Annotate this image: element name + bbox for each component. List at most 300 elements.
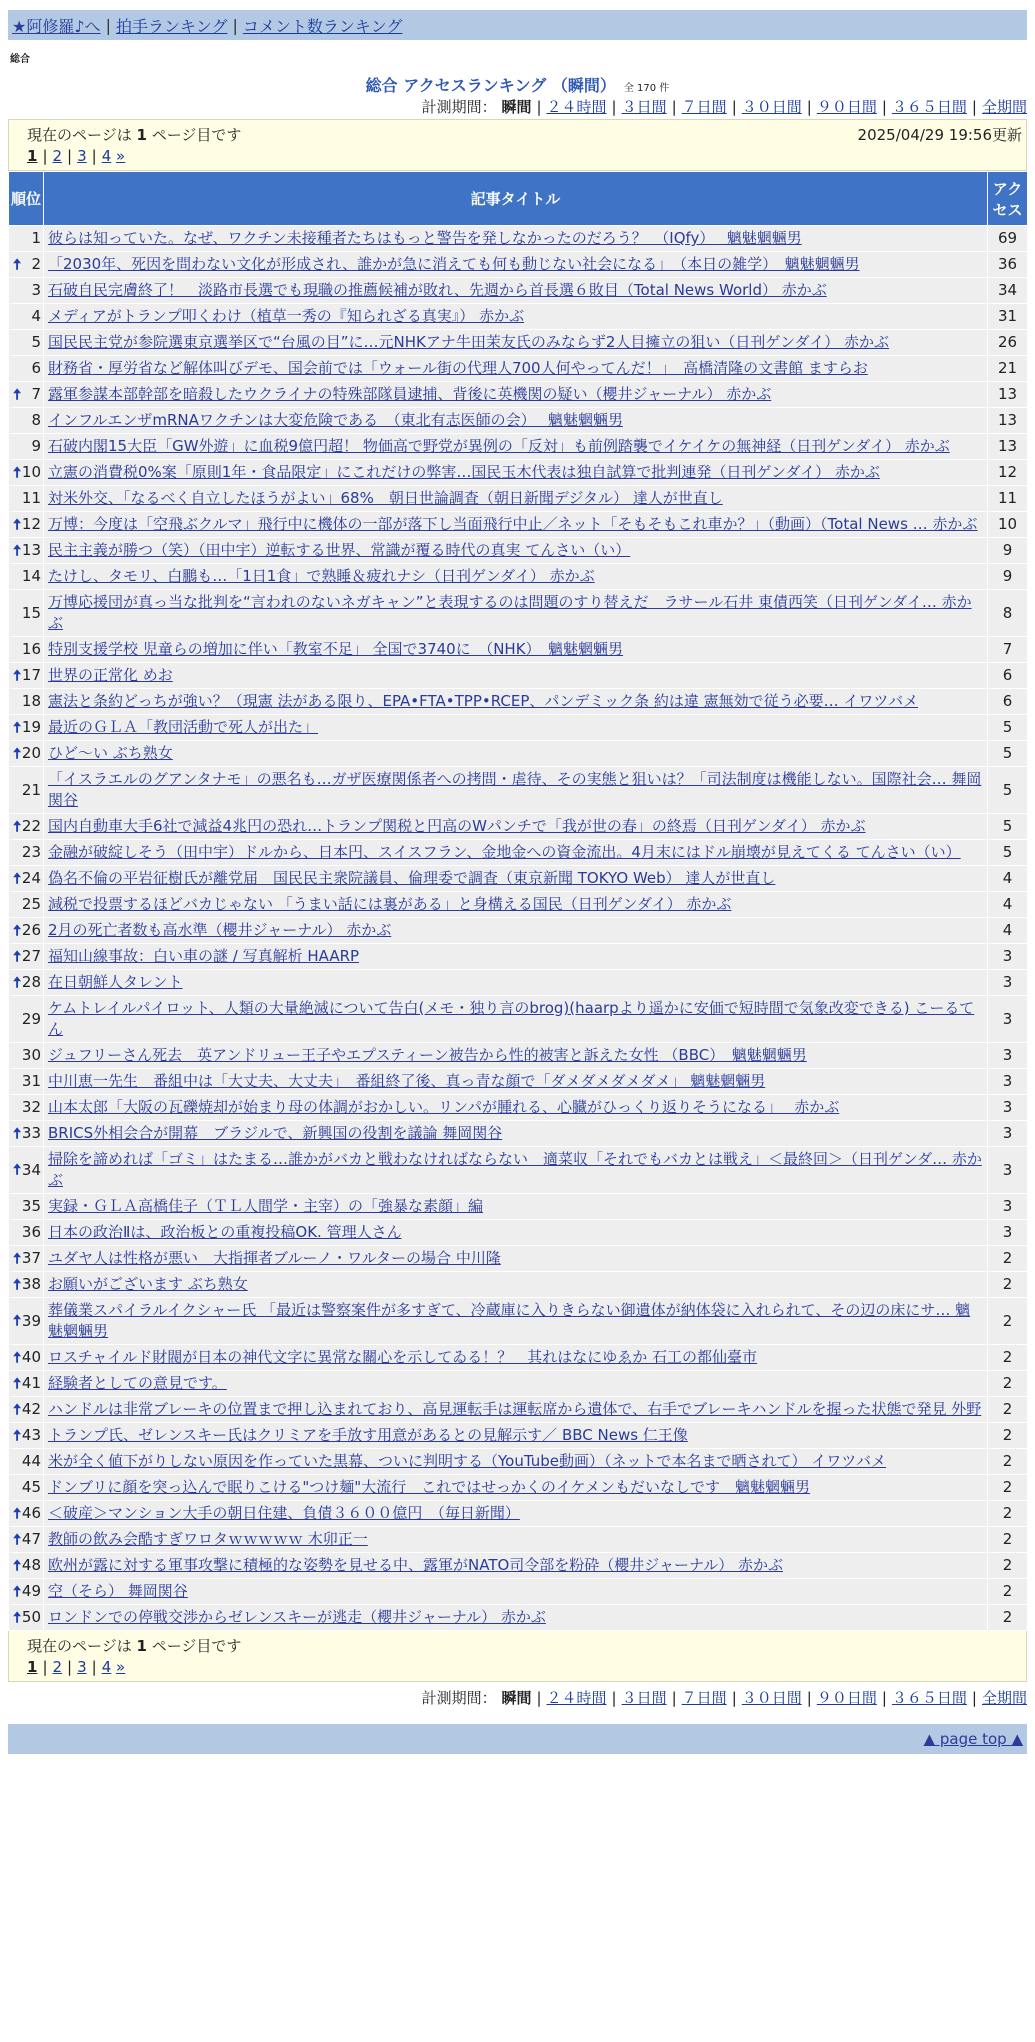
home-link[interactable]: ★阿修羅♪へ <box>12 16 101 36</box>
period-option-link[interactable]: ２４時間 <box>546 1689 607 1707</box>
article-title-link[interactable]: インフルエンザmRNAワクチンは大変危険である （東北有志医師の会） 魑魅魍魎男 <box>48 411 623 429</box>
table-row <box>9 689 1028 715</box>
rank-number: 10 <box>21 463 41 481</box>
period-option-link[interactable]: ９０日間 <box>816 1689 877 1707</box>
table-row <box>9 356 1028 382</box>
title-cell <box>44 486 988 512</box>
rank-number: 29 <box>21 1009 41 1028</box>
page-link[interactable]: 1 <box>27 147 38 165</box>
table-row <box>9 715 1028 741</box>
period-option-link[interactable]: 全期間 <box>981 1689 1027 1707</box>
period-option-link[interactable]: ９０日間 <box>816 98 877 116</box>
title-cell <box>44 304 988 330</box>
access-count: 9 <box>988 564 1028 590</box>
title-cell <box>44 1069 988 1095</box>
rank-number: 24 <box>21 869 41 887</box>
article-title-link[interactable]: 空（そら） 舞岡関谷 <box>48 1582 188 1600</box>
article-title-link[interactable]: 経験者としての意見です。 <box>48 1374 227 1392</box>
article-title-link[interactable]: ジュフリーさん死去 英アンドリュー王子やエプスティーン被告から性的被害と訴えた女性 （BBC） 魑魅魍魎男 <box>48 1046 807 1064</box>
rank-cell <box>9 382 44 408</box>
title-cell <box>44 538 988 564</box>
page-separator: | <box>42 1658 48 1676</box>
access-count: 3 <box>988 1043 1028 1069</box>
access-count: 13 <box>988 382 1028 408</box>
article-title-link[interactable]: 金融が破綻しそう（田中宇）ドルから、日本円、スイスフラン、金地金への資金流出。4月末にはドル崩壊が見えてくる てんさい（い） <box>48 843 961 861</box>
rank-cell <box>9 970 44 996</box>
up-arrow-icon: 🠅 <box>13 1556 22 1574</box>
access-count: 13 <box>988 434 1028 460</box>
up-arrow-icon: 🠅 <box>13 666 22 684</box>
access-count: 3 <box>988 944 1028 970</box>
table-row <box>9 944 1028 970</box>
article-title-link[interactable]: 石破自民完膚終了！ 淡路市長選でも現職の推薦候補が敗れ、先週から首長選６敗目（Total News World） 赤かぶ <box>48 281 827 299</box>
page-title: 総合 アクセスランキング （瞬間） <box>365 76 616 95</box>
page-link[interactable]: 1 <box>27 1658 38 1676</box>
article-title-link[interactable]: BRICS外相会合が開幕 ブラジルで、新興国の役割を議論 舞岡関谷 <box>48 1124 503 1142</box>
table-row <box>9 1220 1028 1246</box>
article-title-link[interactable]: お願いがございます ぶち熟女 <box>48 1275 248 1293</box>
article-title-link[interactable]: 国内自動車大手6社で減益4兆円の恐れ…トランプ関税と円高のWパンチで「我が世の春」の終焉（日刊ゲンダイ） 赤かぶ <box>48 817 866 835</box>
article-title-link[interactable]: ドンブリに顔を突っ込んで眠りこける"つけ麺"大流行 これではせっかくのイケメンもだいなしです 魑魅魍魎男 <box>48 1478 811 1496</box>
access-count: 3 <box>988 970 1028 996</box>
rank-cell <box>9 1043 44 1069</box>
article-title-link[interactable]: 日本の政治Ⅱは、政治板との重複投稿OK. 管理人さん <box>48 1223 402 1241</box>
title-cell <box>44 996 988 1043</box>
pagination-bottom <box>27 1658 125 1676</box>
next-page-link[interactable]: » <box>116 1658 126 1676</box>
table-row <box>9 278 1028 304</box>
table-row <box>9 486 1028 512</box>
rank-cell <box>9 1298 44 1345</box>
access-count: 2 <box>988 1371 1028 1397</box>
table-row <box>9 767 1028 814</box>
pagination-top <box>27 147 125 165</box>
rank-number: 20 <box>21 744 41 762</box>
title-cell <box>44 1371 988 1397</box>
access-count: 2 <box>988 1423 1028 1449</box>
title-cell <box>44 637 988 663</box>
article-title-link[interactable]: ユダヤ人は性格が悪い＿大指揮者ブルーノ・ワルターの場合 中川隆 <box>48 1249 501 1267</box>
title-cell <box>44 330 988 356</box>
rank-number: 47 <box>21 1530 41 1548</box>
page-link[interactable]: 4 <box>101 1658 112 1676</box>
article-title-link[interactable]: 偽名不倫の平岩征樹氏が離党届 国民民主衆院議員、倫理委で調査（東京新聞 TOKYO Web） 達人が世直し <box>48 869 776 887</box>
rank-cell <box>9 1371 44 1397</box>
article-title-link[interactable]: たけし、タモリ、白鵬も…「1日1食」で熟睡＆疲れナシ（日刊ゲンダイ） 赤かぶ <box>48 567 595 585</box>
table-row <box>9 663 1028 689</box>
period-separator: | <box>881 98 887 116</box>
title-cell <box>44 252 988 278</box>
access-count: 5 <box>988 840 1028 866</box>
access-count: 2 <box>988 1501 1028 1527</box>
title-cell <box>44 1345 988 1371</box>
rank-number: 5 <box>31 333 41 351</box>
table-row <box>9 590 1028 637</box>
table-row <box>9 840 1028 866</box>
current-page-text-bottom: 現在のページは 1 ページ目です <box>27 1637 242 1655</box>
article-title-link[interactable]: 実録・ＧＬＡ高橋佳子（ＴＬ人間学・主宰）の「強暴な素顔」編 <box>48 1197 484 1215</box>
title-cell <box>44 1246 988 1272</box>
up-arrow-icon: 🠅 <box>13 1275 22 1293</box>
access-count: 3 <box>988 1121 1028 1147</box>
table-row <box>9 1069 1028 1095</box>
access-count: 8 <box>988 590 1028 637</box>
rank-number: 21 <box>21 780 41 799</box>
rank-number: 2 <box>31 255 41 273</box>
title-cell <box>44 1121 988 1147</box>
access-count: 2 <box>988 1272 1028 1298</box>
up-arrow-icon: 🠅 <box>13 1374 22 1392</box>
rank-cell <box>9 434 44 460</box>
rank-cell <box>9 767 44 814</box>
rank-cell <box>9 1397 44 1423</box>
period-option-link[interactable]: ３日間 <box>621 1689 667 1707</box>
article-title-link[interactable]: ロンドンでの停戦交渉からゼレンスキーが逃走（櫻井ジャーナル） 赤かぶ <box>48 1608 546 1626</box>
access-count: 5 <box>988 741 1028 767</box>
rank-number: 50 <box>21 1608 41 1626</box>
period-separator: | <box>671 98 677 116</box>
article-title-link[interactable]: ハンドルは非常ブレーキの位置まで押し込まれており、高見運転手は運転席から遺体で、右手でブレーキハンドルを握った状態で発見 外野 <box>48 1400 982 1418</box>
period-separator: | <box>971 98 977 116</box>
access-count: 2 <box>988 1397 1028 1423</box>
rank-cell <box>9 840 44 866</box>
clap-ranking-link[interactable]: 拍手ランキング <box>115 16 228 36</box>
title-cell <box>44 1095 988 1121</box>
access-count: 6 <box>988 663 1028 689</box>
article-title-link[interactable]: 欧州が露に対する軍事攻撃に積極的な姿勢を見せる中、露軍がNATO司令部を粉砕（櫻井ジャーナル） 赤かぶ <box>48 1556 784 1574</box>
period-option-link[interactable]: ３０日間 <box>741 1689 802 1707</box>
table-row <box>9 970 1028 996</box>
article-title-link[interactable]: 葬儀業スパイラルイクシャー氏 「最近は警察案件が多すぎて、冷蔵庫に入りきらない御遺体が納体袋に入れられて、その辺の床にサ… 魑魅魍魎男 <box>48 1301 971 1340</box>
rank-cell <box>9 1220 44 1246</box>
rank-number: 37 <box>21 1249 41 1267</box>
title-cell <box>44 278 988 304</box>
rank-number: 4 <box>31 307 41 325</box>
rank-number: 42 <box>21 1400 41 1418</box>
access-count: 9 <box>988 538 1028 564</box>
article-title-link[interactable]: 2月の死亡者数も高水準（櫻井ジャーナル） 赤かぶ <box>48 921 392 939</box>
article-title-link[interactable]: ＜破産＞マンション大手の朝日住建、負債３６００億円 （毎日新聞） <box>48 1504 520 1522</box>
rank-number: 9 <box>31 437 41 455</box>
article-title-link[interactable]: ロスチャイルド財閥が日本の神代文字に異常な關心を示してゐる！？ 其れはなにゆゑか 石工の都仙臺市 <box>48 1348 758 1366</box>
rank-number: 27 <box>21 947 41 965</box>
access-count: 4 <box>988 892 1028 918</box>
up-arrow-icon: 🠅 <box>13 1426 22 1444</box>
title-cell <box>44 512 988 538</box>
article-title-link[interactable]: ひど〜い ぶち熟女 <box>48 744 173 762</box>
rank-number: 8 <box>31 411 41 429</box>
table-row <box>9 564 1028 590</box>
access-count: 2 <box>988 1345 1028 1371</box>
period-separator: | <box>536 98 542 116</box>
table-row <box>9 892 1028 918</box>
rank-number: 36 <box>21 1223 41 1241</box>
table-row <box>9 1579 1028 1605</box>
table-row <box>9 1043 1028 1069</box>
page-info-top <box>8 119 1027 171</box>
col-header-rank: 順位 <box>9 172 44 226</box>
comment-ranking-link[interactable]: コメント数ランキング <box>242 16 403 36</box>
period-separator: | <box>806 1689 812 1707</box>
rank-cell <box>9 814 44 840</box>
rank-cell <box>9 866 44 892</box>
article-title-link[interactable]: 民主主義が勝つ（笑）（田中宇）逆転する世界、常識が覆る時代の真実 てんさい（い） <box>48 541 631 559</box>
title-cell <box>44 970 988 996</box>
article-title-link[interactable]: 米が全く値下がりしない原因を作っていた黒幕、ついに判明する（YouTube動画）（ネットで本名まで晒されて） イワツバメ <box>48 1452 886 1470</box>
article-title-link[interactable]: 最近のＧＬＡ「教団活動で死人が出た」 <box>48 718 319 736</box>
page-link[interactable]: 2 <box>52 147 63 165</box>
rank-number: 32 <box>21 1098 41 1116</box>
rank-number: 31 <box>21 1072 41 1090</box>
article-title-link[interactable]: 露軍参謀本部幹部を暗殺したウクライナの特殊部隊員逮捕、背後に英機関の疑い（櫻井ジャーナル） 赤かぶ <box>48 385 772 403</box>
rank-cell <box>9 1147 44 1194</box>
up-arrow-icon: 🠅 <box>13 1504 22 1522</box>
rank-cell <box>9 918 44 944</box>
period-option-link[interactable]: ３日間 <box>621 98 667 116</box>
article-title-link[interactable]: 万博応援団が真っ当な批判を“言われのないネガキャン”と表現するのは問題のすり替えだ ラサール石井 東債西笑（日刊ゲンダイ… 赤かぶ <box>48 593 972 632</box>
page-separator: | <box>67 1658 73 1676</box>
col-header-access: アクセス <box>988 172 1028 226</box>
table-row <box>9 1147 1028 1194</box>
page-link[interactable]: 2 <box>52 1658 63 1676</box>
article-title-link[interactable]: ケムトレイルパイロット、人類の大量絶滅について告白(メモ・独り言のbrog)(haarpより遥かに安価で短時間で気象改変できる) こーるてん <box>48 999 975 1038</box>
rank-cell <box>9 512 44 538</box>
article-title-link[interactable]: 福知山線事故：白い車の謎 / 写真解析 HAARP <box>48 947 360 965</box>
up-arrow-icon: 🠅 <box>13 921 22 939</box>
access-count: 4 <box>988 866 1028 892</box>
rank-number: 11 <box>21 489 41 507</box>
article-title-link[interactable]: 掃除を諦めれば「ゴミ」はたまる…誰かがバカと戦わなければならない 適菜収「それでもバカとは戦え」＜最終回＞（日刊ゲンダ… 赤かぶ <box>48 1150 982 1189</box>
rank-number: 43 <box>21 1426 41 1444</box>
rank-number: 33 <box>21 1124 41 1142</box>
title-cell <box>44 1475 988 1501</box>
rank-number: 35 <box>21 1197 41 1215</box>
article-title-link[interactable]: 石破内閣15大臣「GW外遊」に血税9億円超！ 物価高で野党が異例の「反対」も前例踏襲でイケイケの無神経（日刊ゲンダイ） 赤かぶ <box>48 437 950 455</box>
title-cell <box>44 840 988 866</box>
access-count: 2 <box>988 1298 1028 1345</box>
title-cell <box>44 767 988 814</box>
title-cell <box>44 1553 988 1579</box>
rank-number: 28 <box>21 973 41 991</box>
rank-cell <box>9 408 44 434</box>
table-row <box>9 741 1028 767</box>
article-title-link[interactable]: 彼らは知っていた。なぜ、ワクチン未接種者たちはもっと警告を発しなかったのだろう？ （IQfy） 魑魅魍魎男 <box>48 229 802 247</box>
period-option-link[interactable]: 全期間 <box>981 98 1027 116</box>
page-link[interactable]: 3 <box>77 1658 87 1676</box>
ranking-heading <box>8 73 1027 95</box>
rank-cell <box>9 1246 44 1272</box>
ranking-table <box>8 171 1028 1631</box>
category-label: 総合 <box>10 54 30 65</box>
access-count: 3 <box>988 1220 1028 1246</box>
title-cell <box>44 715 988 741</box>
access-count: 7 <box>988 637 1028 663</box>
next-page-link[interactable]: » <box>116 147 126 165</box>
article-title-link[interactable]: 財務省・厚労省など解体叫びデモ、国会前では「ウォール街の代理人700人何やってんだ！」 高橋清隆の文書館 ますらお <box>48 359 868 377</box>
period-label: 計測期間： <box>421 98 497 116</box>
table-row <box>9 226 1028 252</box>
up-arrow-icon: 🠅 <box>13 1582 22 1600</box>
article-title-link[interactable]: トランプ氏、ゼレンスキー氏はクリミアを手放す用意があるとの見解示す／ BBC News 仁王像 <box>48 1426 688 1444</box>
access-count: 5 <box>988 814 1028 840</box>
access-count: 26 <box>988 330 1028 356</box>
title-cell <box>44 356 988 382</box>
rank-number: 26 <box>21 921 41 939</box>
title-cell <box>44 590 988 637</box>
table-row <box>9 330 1028 356</box>
rank-cell <box>9 304 44 330</box>
table-row <box>9 1298 1028 1345</box>
rank-number: 6 <box>31 359 41 377</box>
article-title-link[interactable]: 世界の正常化 めお <box>48 666 173 684</box>
article-title-link[interactable]: 教師の飲み会酷すぎワロタｗｗｗｗｗ 木卯正一 <box>48 1530 368 1548</box>
rank-number: 15 <box>21 603 41 622</box>
period-separator: | <box>731 98 737 116</box>
up-arrow-icon: 🠅 <box>13 973 22 991</box>
rank-number: 7 <box>31 385 41 403</box>
period-option-link[interactable]: ３６５日間 <box>891 1689 967 1707</box>
rank-cell <box>9 996 44 1043</box>
title-cell <box>44 944 988 970</box>
article-title-link[interactable]: 「2030年、死因を問わない文化が形成され、誰かが急に消えても何も動じない社会になる」 （本日の雑学） 魑魅魍魎男 <box>48 255 860 273</box>
rank-cell <box>9 1069 44 1095</box>
rank-cell <box>9 1527 44 1553</box>
title-cell <box>44 1194 988 1220</box>
table-row <box>9 382 1028 408</box>
title-cell <box>44 1397 988 1423</box>
article-title-link[interactable]: 山本太郎「大阪の瓦礫焼却が始まり母の体調がおかしい。リンパが腫れる、心臓がひっくり返りそうになる」 赤かぶ <box>48 1098 840 1116</box>
title-cell <box>44 814 988 840</box>
title-cell <box>44 460 988 486</box>
rank-cell <box>9 486 44 512</box>
rank-number: 34 <box>21 1160 41 1179</box>
period-option-link[interactable]: ３６５日間 <box>891 98 967 116</box>
title-cell <box>44 866 988 892</box>
table-row <box>9 304 1028 330</box>
rank-cell <box>9 663 44 689</box>
page-separator: | <box>67 147 73 165</box>
table-row <box>9 434 1028 460</box>
table-row <box>9 1397 1028 1423</box>
title-cell <box>44 434 988 460</box>
access-count: 4 <box>988 918 1028 944</box>
rank-cell <box>9 637 44 663</box>
period-option-link[interactable]: ７日間 <box>681 98 727 116</box>
period-option-link[interactable]: ７日間 <box>681 1689 727 1707</box>
rank-number: 23 <box>21 843 41 861</box>
period-current: 瞬間 <box>501 98 532 116</box>
rank-number: 16 <box>21 640 41 658</box>
article-title-link[interactable]: 立憲の消費税0%案「原則1年・食品限定」にこれだけの弊害…国民玉木代表は独自試算で批判連発（日刊ゲンダイ） 赤かぶ <box>48 463 880 481</box>
up-arrow-icon: 🠅 <box>13 718 22 736</box>
period-selector-bottom <box>8 1686 1027 1710</box>
table-row <box>9 1272 1028 1298</box>
rank-cell <box>9 689 44 715</box>
table-header-row <box>9 172 1028 226</box>
article-title-link[interactable]: 対米外交、「なるべく自立したほうがよい」68% 朝日世論調査（朝日新聞デジタル） 達人が世直し <box>48 489 723 507</box>
table-row <box>9 1345 1028 1371</box>
rank-cell <box>9 892 44 918</box>
article-title-link[interactable]: 減税で投票するほどバカじゃない 「うまい話には裏がある」と身構える国民（日刊ゲンダイ） 赤かぶ <box>48 895 732 913</box>
rank-number: 30 <box>21 1046 41 1064</box>
current-page-text: 現在のページは 1 ページ目です <box>27 126 242 144</box>
page-separator: | <box>91 147 97 165</box>
access-count: 13 <box>988 408 1028 434</box>
title-cell <box>44 892 988 918</box>
table-row <box>9 1371 1028 1397</box>
up-arrow-icon: 🠅 <box>13 1400 22 1418</box>
title-cell <box>44 1220 988 1246</box>
title-cell <box>44 918 988 944</box>
title-cell <box>44 1272 988 1298</box>
bottom-bar <box>8 1724 1027 1754</box>
rank-number: 18 <box>21 692 41 710</box>
rank-cell <box>9 1475 44 1501</box>
rank-cell <box>9 356 44 382</box>
period-current: 瞬間 <box>501 1689 532 1707</box>
page-link[interactable]: 4 <box>101 147 112 165</box>
top-nav-bar <box>8 10 1027 40</box>
table-row <box>9 1475 1028 1501</box>
article-title-link[interactable]: 「イスラエルのグアンタナモ」の悪名も…ガザ医療関係者への拷問・虐待、その実態と狙いは？「司法制度は機能しない。国際社会… 舞岡関谷 <box>48 770 982 809</box>
rank-cell <box>9 1194 44 1220</box>
title-cell <box>44 1449 988 1475</box>
up-arrow-icon: 🠅 <box>13 463 22 481</box>
period-separator: | <box>611 98 617 116</box>
access-count: 2 <box>988 1449 1028 1475</box>
access-count: 21 <box>988 356 1028 382</box>
access-count: 3 <box>988 1194 1028 1220</box>
table-row <box>9 460 1028 486</box>
period-option-link[interactable]: ２４時間 <box>546 98 607 116</box>
table-row <box>9 538 1028 564</box>
up-arrow-icon: 🠅 <box>13 515 22 533</box>
title-cell <box>44 1423 988 1449</box>
rank-cell <box>9 1095 44 1121</box>
access-count: 10 <box>988 512 1028 538</box>
table-row <box>9 1553 1028 1579</box>
rank-number: 39 <box>21 1311 41 1330</box>
article-title-link[interactable]: 特別支援学校 児童らの増加に伴い「教室不足」 全国で3740に （NHK） 魑魅魍魎男 <box>48 640 624 658</box>
total-count: 全 170 件 <box>623 83 670 94</box>
title-cell <box>44 1501 988 1527</box>
table-row <box>9 512 1028 538</box>
article-title-link[interactable]: 中川恵一先生 番組中は「大丈夫、大丈夫」 番組終了後、真っ青な顔で「ダメダメダメダメ」 魑魅魍魎男 <box>48 1072 766 1090</box>
page-link[interactable]: 3 <box>77 147 87 165</box>
table-row <box>9 1501 1028 1527</box>
up-arrow-icon: 🠅 <box>13 1311 22 1330</box>
title-cell <box>44 1043 988 1069</box>
period-option-link[interactable]: ３０日間 <box>741 98 802 116</box>
page-top-link[interactable]: ▲ page top ▲ <box>923 1730 1023 1748</box>
up-arrow-icon: 🠅 <box>13 817 22 835</box>
rank-number: 25 <box>21 895 41 913</box>
rank-cell <box>9 252 44 278</box>
table-row <box>9 1449 1028 1475</box>
article-title-link[interactable]: メディアがトランプ叩くわけ（植草一秀の『知られざる真実』） 赤かぶ <box>48 307 525 325</box>
rank-number: 3 <box>31 281 41 299</box>
rank-cell <box>9 1423 44 1449</box>
article-title-link[interactable]: 国民民主党が参院選東京選挙区で“台風の目”に…元NHKアナ牛田茉友氏のみならず2人目擁立の狙い（日刊ゲンダイ） 赤かぶ <box>48 333 889 351</box>
article-title-link[interactable]: 万博：今度は「空飛ぶクルマ」飛行中に機体の一部が落下し当面飛行中止／ネット「そもそもこれ車か？」（動画）（Total News … 赤かぶ <box>48 515 978 533</box>
rank-cell <box>9 715 44 741</box>
rank-number: 1 <box>31 229 41 247</box>
article-title-link[interactable]: 憲法と条約どっちが強い？（現憲 法がある限り、EPA•FTA•TPP•RCEP、パンデミック条 約は違 憲無効で従う必要… イワツバメ <box>48 692 919 710</box>
page-info-bottom <box>8 1631 1027 1682</box>
rank-number: 40 <box>21 1348 41 1366</box>
title-cell <box>44 1298 988 1345</box>
article-title-link[interactable]: 在日朝鮮人タレント <box>48 973 183 991</box>
